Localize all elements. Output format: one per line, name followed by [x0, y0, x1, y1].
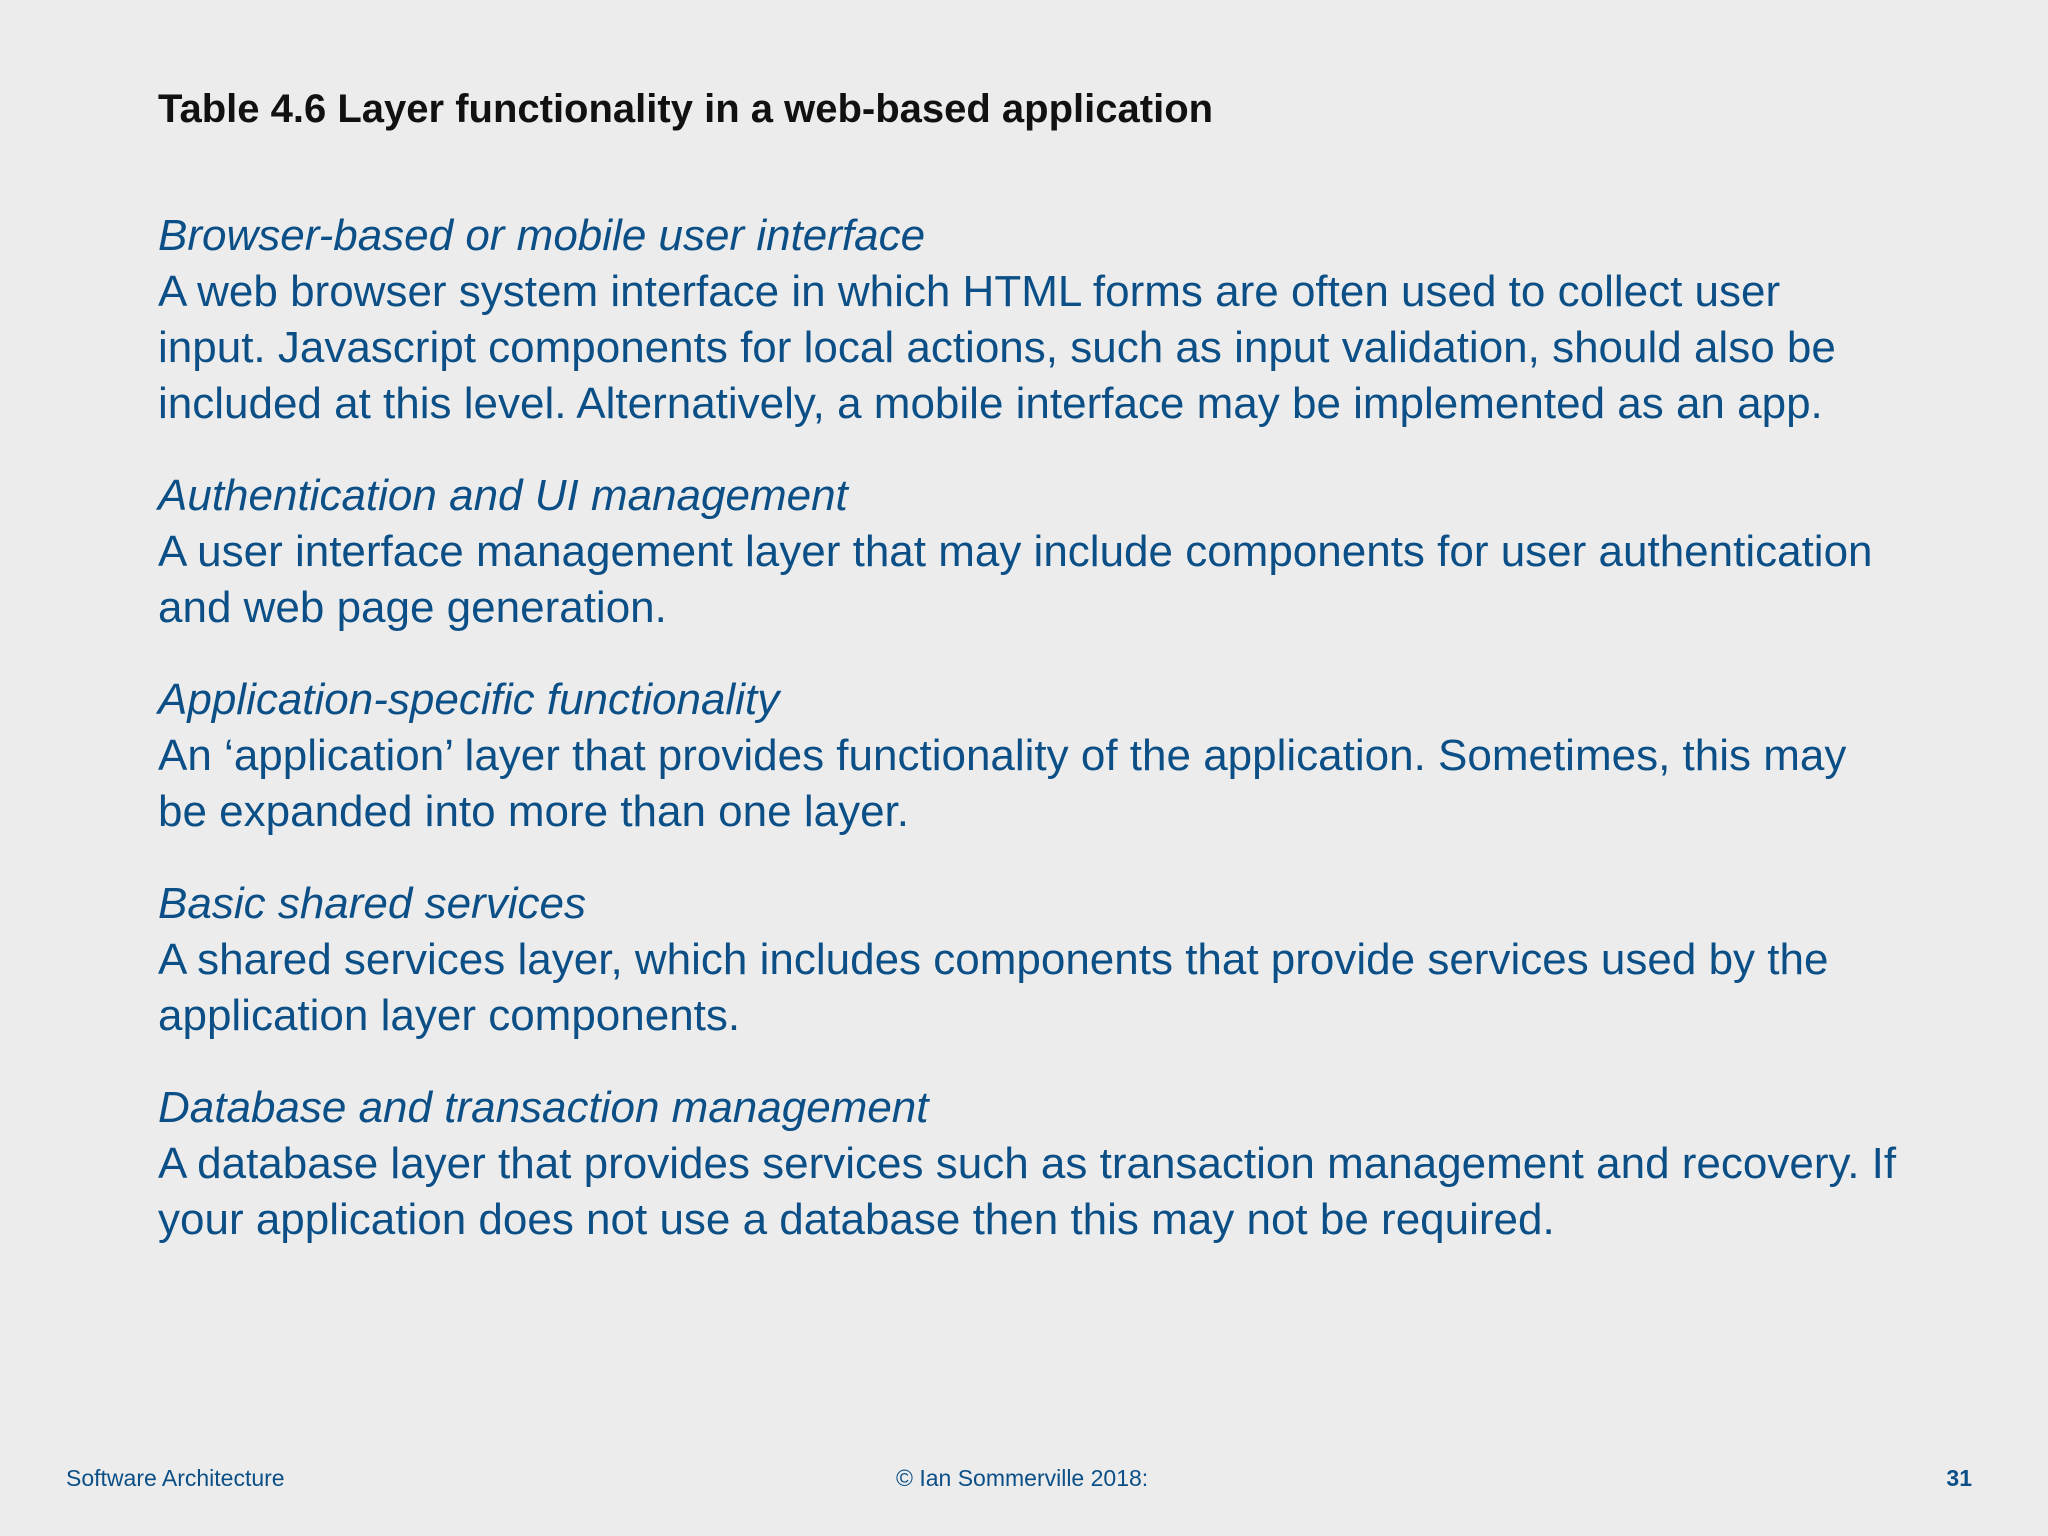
- layer-heading: Authentication and UI management: [158, 471, 848, 520]
- layer-entry-authentication-ui-management: [158, 468, 1898, 636]
- page-number: 31: [1946, 1465, 1972, 1491]
- layer-list: [158, 208, 1898, 1284]
- layer-heading: Application-specific functionality: [158, 675, 780, 724]
- layer-entry-application-functionality: [158, 672, 1898, 840]
- layer-heading: Basic shared services: [158, 879, 586, 928]
- layer-heading: Database and transaction management: [158, 1083, 929, 1132]
- layer-description: A web browser system interface in which HTML forms are often used to collect user input. Javascript components for local actions, such as input validation, should also be included at this level. Alternatively, a mobile interface may be implemented as an app.: [158, 267, 1836, 428]
- layer-description: A shared services layer, which includes components that provide services used by the application layer components.: [158, 935, 1829, 1040]
- footer-copyright: © Ian Sommerville 2018:: [896, 1465, 1149, 1491]
- layer-description: A user interface management layer that may include components for user authentication and web page generation.: [158, 527, 1873, 632]
- slide-title: Table 4.6 Layer functionality in a web-based application: [158, 87, 1214, 131]
- layer-description: An ‘application’ layer that provides functionality of the application. Sometimes, this may be expanded into more than one layer.: [158, 731, 1847, 836]
- layer-description: A database layer that provides services such as transaction management and recovery. If your application does not use a database then this may not be required.: [158, 1139, 1897, 1244]
- layer-entry-browser-ui: [158, 208, 1898, 432]
- layer-entry-database-transaction: [158, 1080, 1898, 1248]
- footer-course-title: Software Architecture: [66, 1465, 285, 1491]
- layer-heading: Browser-based or mobile user interface: [158, 211, 926, 260]
- layer-entry-shared-services: [158, 876, 1898, 1044]
